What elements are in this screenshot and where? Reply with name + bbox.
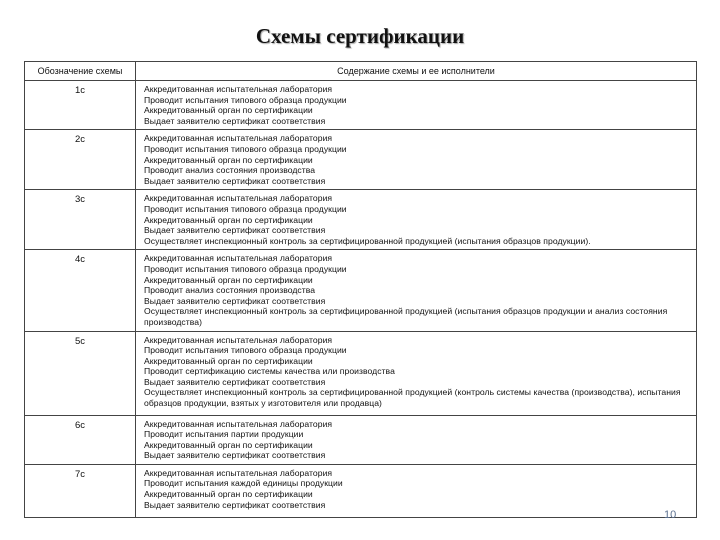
scheme-content-line: Выдает заявителю сертификат соответствия	[144, 450, 326, 461]
page-number: 10	[664, 509, 677, 521]
scheme-content-line: Выдает заявителю сертификат соответствия	[144, 499, 326, 510]
scheme-code: 5с	[25, 331, 136, 415]
scheme-content-line: Проводит анализ состояния производства	[144, 285, 316, 296]
table-row	[25, 81, 697, 130]
scheme-code: 7с	[25, 464, 136, 517]
scheme-content-line: Аккредитованный орган по сертификации	[144, 355, 313, 366]
table-row	[25, 250, 697, 331]
scheme-content-line: Проводит анализ состояния производства	[144, 165, 316, 176]
scheme-content-line: Аккредитованный орган по сертификации	[144, 274, 313, 285]
scheme-content-line: Аккредитованная испытательная лаборатория	[144, 84, 333, 94]
scheme-content-line: Аккредитованный орган по сертификации	[144, 214, 313, 225]
scheme-content-line: Аккредитованный орган по сертификации	[144, 105, 313, 116]
table-body	[25, 81, 697, 518]
scheme-content	[136, 250, 697, 331]
scheme-content-line: Аккредитованный орган по сертификации	[144, 439, 313, 450]
scheme-content-line: Аккредитованная испытательная лаборатория	[144, 334, 333, 345]
scheme-code: 2с	[25, 130, 136, 190]
table-row	[25, 464, 697, 517]
scheme-content-line: Проводит испытания типового образца продукции	[144, 263, 347, 274]
scheme-code: 4с	[25, 250, 136, 331]
scheme-content-line: Осуществляет инспекционный контроль за сертифицированной продукцией (испытания образцов продукции и анализ состояния производства)	[144, 306, 668, 327]
scheme-content-line: Проводит испытания типового образца продукции	[144, 345, 347, 356]
table-row	[25, 130, 697, 190]
scheme-content-line: Аккредитованный орган по сертификации	[144, 489, 313, 500]
scheme-content-line: Выдает заявителю сертификат соответствия	[144, 376, 326, 387]
table-row	[25, 415, 697, 464]
scheme-content-line: Выдает заявителю сертификат соответствия	[144, 295, 326, 306]
column-header-content: Содержание схемы и ее исполнители	[136, 62, 697, 81]
scheme-content	[136, 415, 697, 464]
scheme-content-line: Осуществляет инспекционный контроль за сертифицированной продукцией (испытания образцов продукции).	[144, 235, 591, 246]
scheme-content	[136, 190, 697, 250]
scheme-content-line: Выдает заявителю сертификат соответствия	[144, 115, 326, 126]
scheme-content-line: Проводит испытания партии продукции	[144, 429, 304, 440]
scheme-code: 3с	[25, 190, 136, 250]
table-row	[25, 331, 697, 415]
scheme-content-line: Проводит испытания типового образца продукции	[144, 94, 347, 105]
scheme-content-line: Аккредитованный орган по сертификации	[144, 154, 313, 165]
scheme-content-line: Аккредитованная испытательная лаборатория	[144, 133, 333, 144]
table-header-row	[25, 62, 697, 81]
scheme-content-line: Проводит сертификацию системы качества или производства	[144, 366, 395, 377]
table-row	[25, 190, 697, 250]
scheme-content-line: Аккредитованная испытательная лаборатория	[144, 253, 333, 264]
scheme-code: 6с	[25, 415, 136, 464]
scheme-content-line: Выдает заявителю сертификат соответствия	[144, 175, 326, 186]
page-title: Схемы сертификации	[255, 24, 465, 48]
column-header-scheme: Обозначение схемы	[25, 62, 136, 81]
scheme-content-line: Осуществляет инспекционный контроль за сертифицированной продукцией (контроль системы качества (производства), испытания образцов продукции, взятых у изготовителя или продавца)	[144, 387, 681, 409]
scheme-code: 1с	[25, 81, 136, 130]
scheme-content-line: Аккредитованная испытательная лаборатория	[144, 193, 333, 204]
scheme-content	[136, 464, 697, 517]
scheme-content	[136, 81, 697, 130]
scheme-content-line: Аккредитованная испытательная лаборатория	[144, 467, 333, 478]
scheme-content-line: Проводит испытания каждой единицы продукции	[144, 478, 343, 489]
certification-schemes-table	[24, 61, 697, 518]
scheme-content-line: Выдает заявителю сертификат соответствия	[144, 225, 326, 236]
scheme-content-line: Аккредитованная испытательная лаборатория	[144, 418, 333, 429]
scheme-content-line: Проводит испытания типового образца продукции	[144, 143, 347, 154]
scheme-content-line: Проводит испытания типового образца продукции	[144, 203, 347, 214]
scheme-content	[136, 331, 697, 415]
scheme-content	[136, 130, 697, 190]
